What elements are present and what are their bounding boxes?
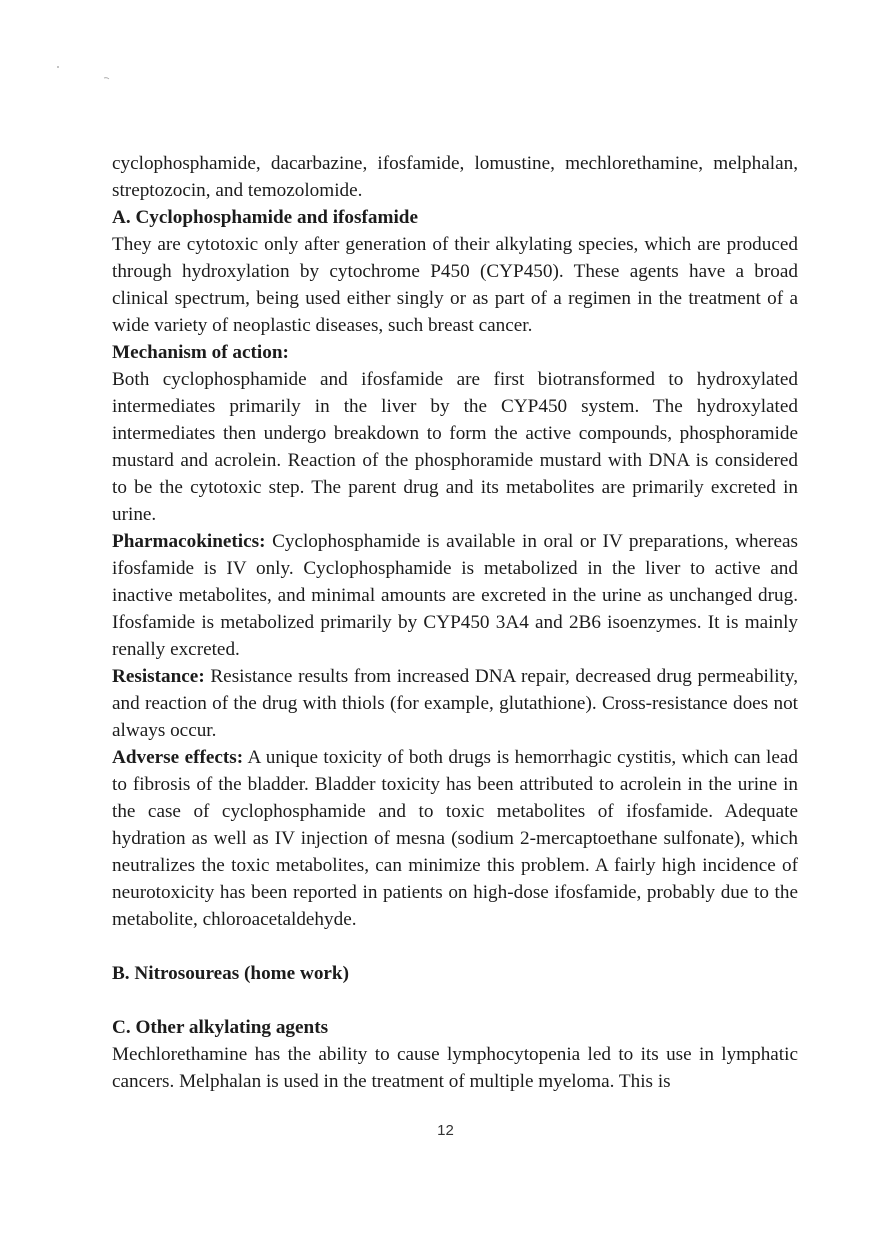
- spacer: [112, 933, 798, 960]
- section-a-intro: They are cytotoxic only after generation of their alkylating species, which are produced through hydroxylation by cytochrome P450 (CYP450). These agents have a broad clinical spectrum, being used either singly or as part of a regimen in the treatment of a wide variety of neoplastic diseases, such breast cancer.: [112, 234, 798, 336]
- pharmacokinetics-text: Cyclophosphamide is available in oral or IV preparations, whereas ifosfamide is IV only. Cyclophosphamide is metabolized in the liver to active and inactive metabolites, and minimal amounts are excreted in the urine as unchanged drug. Ifosfamide is metabolized primarily by CYP450 3A4 and 2B6 isoenzymes. It is mainly renally excreted.: [112, 531, 798, 660]
- page-number: 12: [437, 1122, 454, 1139]
- pharmacokinetics-paragraph: [112, 528, 798, 663]
- document-body: [112, 150, 798, 1095]
- mechanism-heading: Mechanism of action:: [112, 342, 289, 363]
- section-c-paragraph: Mechlorethamine has the ability to cause lymphocytopenia led to its use in lymphatic cancers. Melphalan is used in the treatment of multiple myeloma. This is: [112, 1044, 798, 1092]
- spacer: [112, 987, 798, 1014]
- section-c-heading: C. Other alkylating agents: [112, 1017, 329, 1038]
- adverse-effects-label: Adverse effects:: [112, 747, 244, 768]
- section-b-heading: B. Nitrosoureas (home work): [112, 963, 349, 984]
- mechanism-paragraph: Both cyclophosphamide and ifosfamide are first biotransformed to hydroxylated intermediates primarily in the liver by the CYP450 system. The hydroxylated intermediates then undergo breakdown to form the active compounds, phosphoramide mustard and acrolein. Reaction of the phosphoramide mustard with DNA is considered to be the cytotoxic step. The parent drug and its metabolites are primarily excreted in urine.: [112, 369, 798, 525]
- intro-paragraph: cyclophosphamide, dacarbazine, ifosfamide, lomustine, mechlorethamine, melphalan, streptozocin, and temozolomide.: [112, 153, 798, 201]
- adverse-effects-text: A unique toxicity of both drugs is hemorrhagic cystitis, which can lead to fibrosis of the bladder. Bladder toxicity has been attributed to acrolein in the urine in the case of cyclophosphamide and to toxic metabolites of ifosfamide. Adequate hydration as well as IV injection of mesna (sodium 2-mercaptoethane sulfonate), which neutralizes the toxic metabolites, can minimize this problem. A fairly high incidence of neurotoxicity has been reported in patients on high-dose ifosfamide, probably due to the metabolite, chloroacetaldehyde.: [112, 747, 798, 930]
- resistance-label: Resistance:: [112, 666, 205, 687]
- resistance-paragraph: [112, 663, 798, 744]
- pharmacokinetics-label: Pharmacokinetics:: [112, 531, 266, 552]
- resistance-text: Resistance results from increased DNA repair, decreased drug permeability, and reaction of the drug with thiols (for example, glutathione). Cross-resistance does not always occur.: [112, 666, 799, 741]
- scan-specks: [48, 58, 118, 88]
- adverse-effects-paragraph: [112, 744, 798, 933]
- section-a-heading: A. Cyclophosphamide and ifosfamide: [112, 207, 418, 228]
